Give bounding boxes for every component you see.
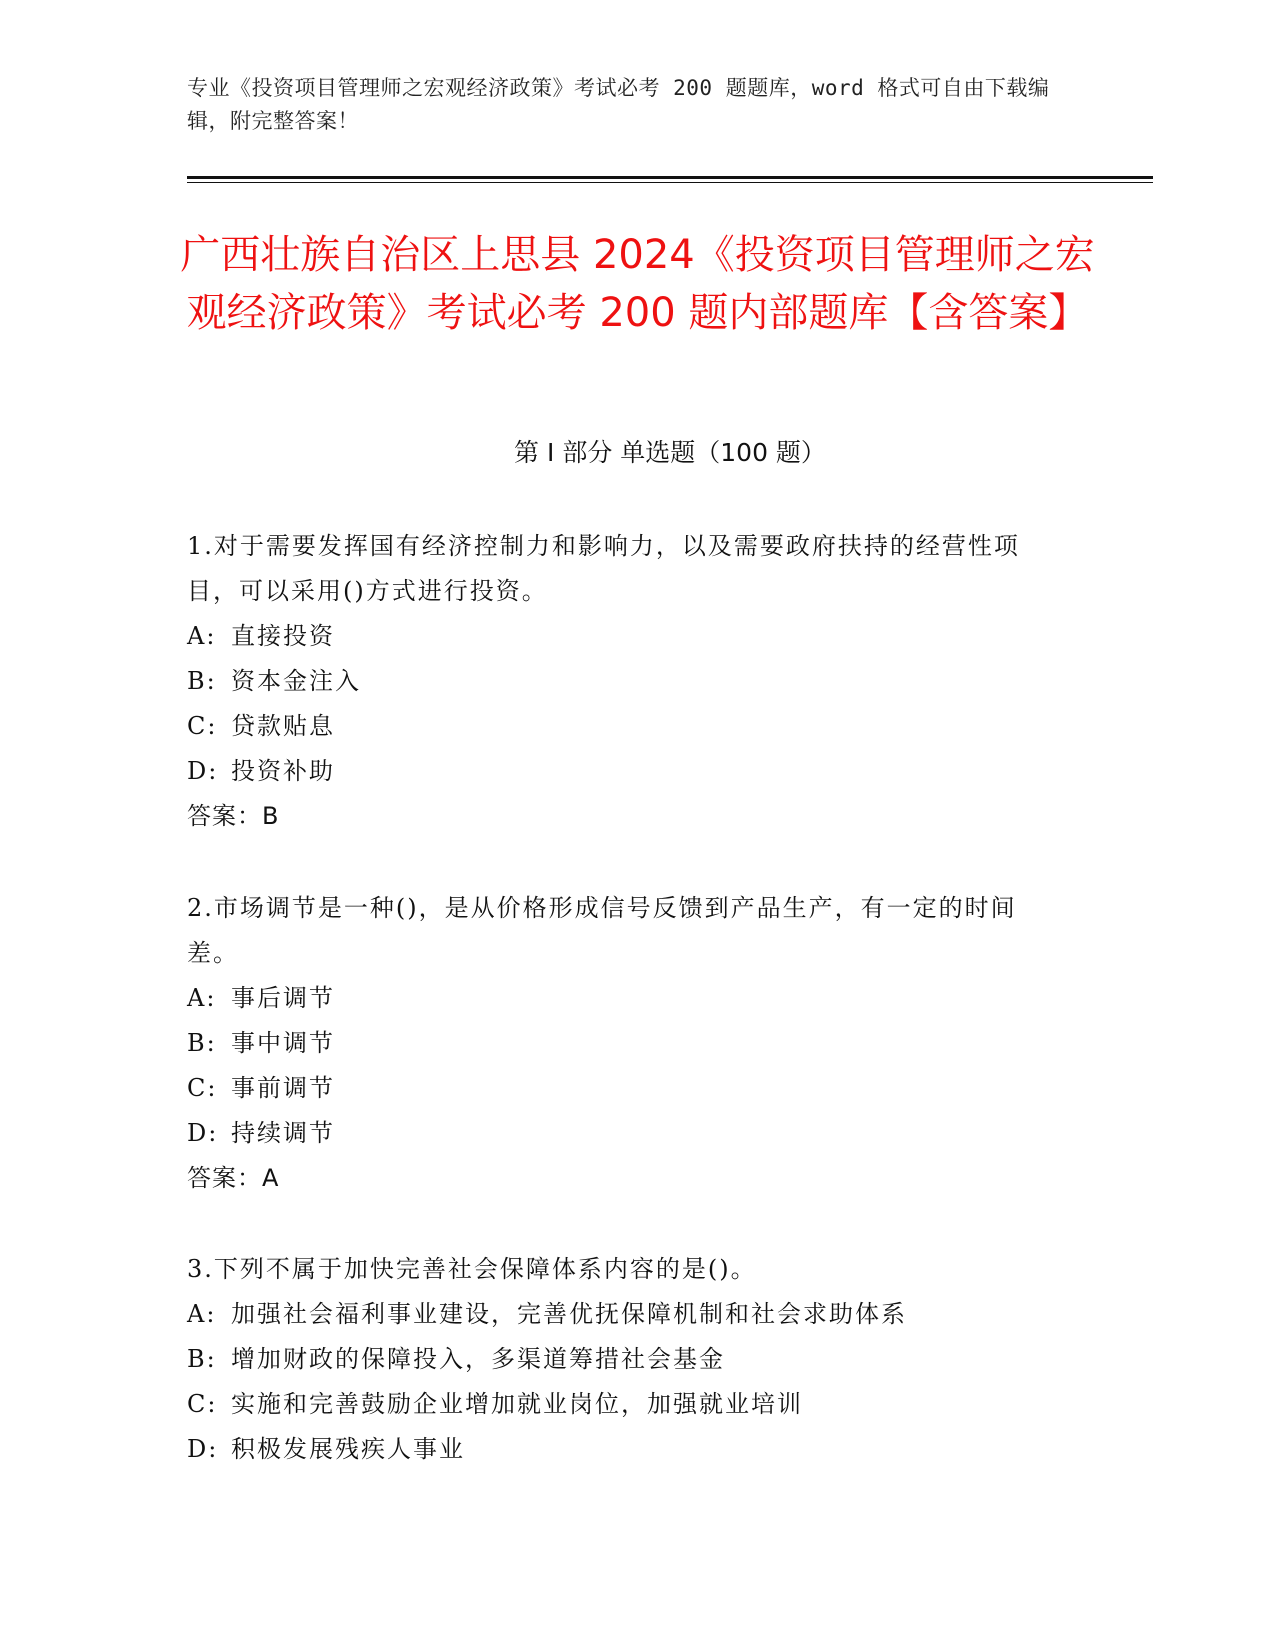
option-key: B: (187, 667, 217, 695)
option-key: C: (187, 1390, 218, 1418)
answer-line: 答案：B (187, 802, 280, 830)
option-text: 事后调节 (231, 984, 335, 1012)
option-key: D: (187, 1119, 219, 1147)
header-note: 专业《投资项目管理师之宏观经济政策》考试必考 200 题题库，word 格式可自由下载编辑，附完整答案！ (187, 76, 1050, 133)
question-stem: 2.市场调节是一种()，是从价格形成信号反馈到产品生产，有一定的时间差。 (187, 894, 1017, 967)
option-text: 资本金注入 (231, 667, 361, 695)
option-text: 实施和完善鼓励企业增加就业岗位，加强就业培训 (231, 1390, 803, 1418)
option-text: 投资补助 (231, 757, 335, 785)
option-a (187, 1292, 1067, 1337)
option-text: 加强社会福利事业建设，完善优抚保障机制和社会求助体系 (231, 1300, 907, 1328)
section-title: 第 I 部分 单选题（100 题） (514, 438, 826, 467)
question-2 (187, 886, 1067, 1201)
option-key: A: (187, 984, 217, 1012)
option-a (187, 614, 1067, 659)
option-key: C: (187, 1074, 218, 1102)
option-b (187, 659, 1067, 704)
option-text: 事中调节 (231, 1029, 335, 1057)
option-key: D: (187, 757, 219, 785)
option-d (187, 749, 1067, 794)
option-key: B: (187, 1345, 217, 1373)
question-1 (187, 524, 1067, 839)
question-stem: 3.下列不属于加快完善社会保障体系内容的是()。 (187, 1255, 757, 1283)
option-key: A: (187, 622, 217, 650)
option-c (187, 1066, 1067, 1111)
option-c (187, 1382, 1067, 1427)
option-b (187, 1021, 1067, 1066)
option-text: 持续调节 (231, 1119, 335, 1147)
header-divider-thick (187, 176, 1153, 179)
document-title: 广西壮族自治区上思县 2024《投资项目管理师之宏观经济政策》考试必考 200 题内部题库【含答案】 (180, 232, 1095, 336)
question-stem: 1.对于需要发挥国有经济控制力和影响力，以及需要政府扶持的经营性项目，可以采用()方式进行投资。 (187, 532, 1020, 605)
option-text: 直接投资 (231, 622, 335, 650)
header-divider-thin (187, 182, 1153, 183)
option-key: D: (187, 1435, 219, 1463)
option-key: A: (187, 1300, 217, 1328)
question-3 (187, 1247, 1067, 1472)
option-d (187, 1427, 1067, 1472)
option-text: 积极发展残疾人事业 (231, 1435, 465, 1463)
option-text: 增加财政的保障投入，多渠道筹措社会基金 (231, 1345, 725, 1373)
option-text: 贷款贴息 (231, 712, 335, 740)
option-c (187, 704, 1067, 749)
option-text: 事前调节 (231, 1074, 335, 1102)
option-a (187, 976, 1067, 1021)
option-b (187, 1337, 1067, 1382)
answer-line: 答案：A (187, 1164, 280, 1192)
option-key: B: (187, 1029, 217, 1057)
option-key: C: (187, 712, 218, 740)
option-d (187, 1111, 1067, 1156)
